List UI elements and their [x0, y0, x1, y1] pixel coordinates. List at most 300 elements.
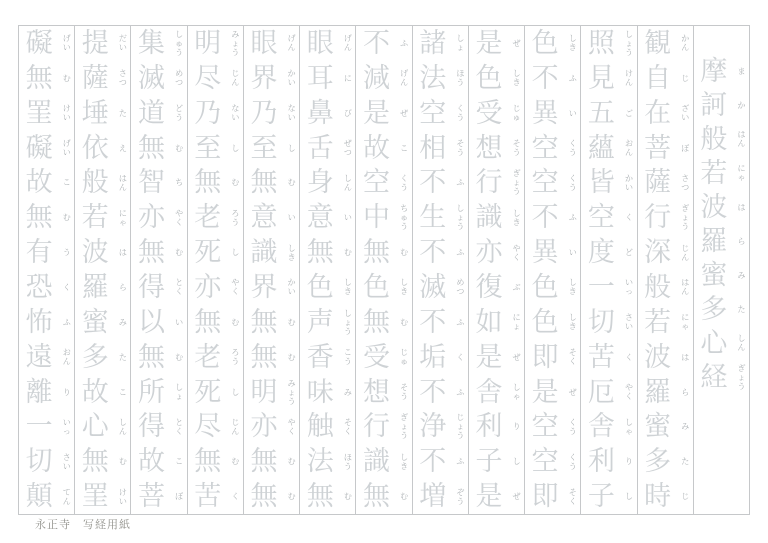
- furigana-reading: む: [287, 352, 296, 362]
- furigana-reading: しょう: [456, 204, 465, 232]
- furigana-reading: しょう: [625, 29, 634, 57]
- trace-kanji-cell: 老: [194, 202, 222, 233]
- furigana-cell: [397, 340, 412, 375]
- furigana-reading: けい: [118, 487, 127, 506]
- furigana-reading: く: [625, 213, 634, 223]
- furigana-cell: [509, 479, 524, 514]
- furigana-cell: [509, 96, 524, 131]
- furigana-cell: [734, 224, 749, 258]
- furigana-cell: [678, 409, 693, 444]
- sutra-column: [468, 26, 524, 514]
- furigana-cell: [397, 165, 412, 200]
- furigana-cell: [397, 270, 412, 305]
- furigana-cell: [734, 258, 749, 292]
- furigana-cell: [565, 409, 580, 444]
- furigana-reading: しき: [568, 34, 577, 53]
- furigana-cell: [172, 61, 187, 96]
- trace-kanji-cell: 無: [362, 237, 390, 268]
- furigana-reading: む: [400, 492, 409, 502]
- trace-kanji-cell: 行: [475, 167, 503, 198]
- furigana-reading: む: [287, 457, 296, 467]
- trace-kanji-cell: 蘊: [587, 132, 615, 163]
- furigana-cell: [172, 200, 187, 235]
- furigana-reading: げん: [343, 34, 352, 53]
- furigana-cell: [453, 96, 468, 131]
- trace-kanji-cell: 顛: [25, 481, 53, 512]
- furigana-cell: [622, 200, 637, 235]
- furigana-cell: [453, 444, 468, 479]
- furigana-cell: [115, 479, 130, 514]
- furigana-reading: い: [175, 317, 184, 327]
- trace-kanji-cell: 無: [362, 481, 390, 512]
- furigana-reading: だい: [118, 34, 127, 53]
- furigana-column-text: [678, 26, 693, 514]
- trace-kanji-cell: 無: [250, 481, 278, 512]
- furigana-reading: い: [287, 213, 296, 223]
- furigana-reading: ふ: [568, 213, 577, 223]
- furigana-reading: い: [568, 108, 577, 118]
- furigana-cell: [565, 235, 580, 270]
- furigana-reading: こ: [118, 387, 127, 397]
- furigana-reading: くう: [400, 173, 409, 192]
- trace-kanji-cell: 受: [475, 97, 503, 128]
- furigana-cell: [678, 96, 693, 131]
- furigana-cell: [228, 165, 243, 200]
- trace-kanji-cell: 無: [194, 167, 222, 198]
- furigana-cell: [453, 200, 468, 235]
- furigana-cell: [172, 340, 187, 375]
- trace-kanji-cell: 身: [306, 167, 334, 198]
- furigana-cell: [397, 61, 412, 96]
- furigana-reading: に: [343, 73, 352, 83]
- trace-kanji-cell: 不: [419, 167, 447, 198]
- furigana-cell: [678, 61, 693, 96]
- furigana-cell: [115, 409, 130, 444]
- furigana-cell: [734, 326, 749, 360]
- furigana-reading: み: [681, 422, 690, 432]
- trace-kanji-cell: 明: [250, 376, 278, 407]
- trace-kanji-cell: 亦: [475, 237, 503, 268]
- trace-kanji-cell: 香: [306, 341, 334, 372]
- furigana-cell: [284, 165, 299, 200]
- furigana-cell: [734, 54, 749, 88]
- furigana-reading: かん: [681, 34, 690, 53]
- furigana-reading: い: [343, 213, 352, 223]
- trace-kanji-cell: 尽: [194, 62, 222, 93]
- furigana-cell: [172, 235, 187, 270]
- trace-kanji-cell: 切: [25, 446, 53, 477]
- trace-kanji-cell: 界: [250, 62, 278, 93]
- trace-kanji-cell: 蜜: [81, 306, 109, 337]
- furigana-reading: む: [287, 317, 296, 327]
- furigana-reading: はん: [118, 173, 127, 192]
- kanji-column-text: [131, 26, 171, 514]
- furigana-cell: [678, 200, 693, 235]
- furigana-cell: [397, 409, 412, 444]
- trace-kanji-cell: 識: [250, 237, 278, 268]
- furigana-reading: ふ: [62, 317, 71, 327]
- furigana-reading: し: [231, 248, 240, 258]
- furigana-reading: さい: [625, 313, 634, 332]
- furigana-reading: ろう: [231, 348, 240, 367]
- furigana-reading: ない: [231, 104, 240, 123]
- furigana-cell: [622, 340, 637, 375]
- trace-kanji-cell: 舌: [306, 132, 334, 163]
- furigana-reading: ない: [287, 104, 296, 123]
- trace-kanji-cell: 行: [644, 202, 672, 233]
- furigana-cell: [172, 375, 187, 410]
- furigana-reading: じ: [681, 73, 690, 83]
- trace-kanji-cell: 以: [138, 306, 166, 337]
- furigana-reading: げい: [62, 139, 71, 157]
- sutra-column: [524, 26, 580, 514]
- furigana-cell: [565, 200, 580, 235]
- trace-kanji-cell: 中: [362, 202, 390, 233]
- trace-kanji-cell: 薩: [81, 62, 109, 93]
- sutra-column: [580, 26, 636, 514]
- trace-kanji-cell: 度: [587, 237, 615, 268]
- trace-kanji-cell: 摩: [700, 55, 728, 86]
- furigana-reading: り: [62, 387, 71, 397]
- furigana-reading: む: [175, 143, 184, 153]
- title-column: [693, 26, 749, 514]
- trace-kanji-cell: 空: [419, 97, 447, 128]
- sutra-column: [637, 26, 693, 514]
- trace-kanji-cell: 亦: [250, 411, 278, 442]
- furigana-cell: [115, 444, 130, 479]
- furigana-cell: [59, 305, 74, 340]
- furigana-cell: [397, 375, 412, 410]
- trace-kanji-cell: 意: [250, 202, 278, 233]
- furigana-reading: ふ: [456, 457, 465, 467]
- furigana-cell: [228, 96, 243, 131]
- trace-kanji-cell: 得: [138, 411, 166, 442]
- furigana-cell: [565, 479, 580, 514]
- furigana-reading: ぎょう: [681, 204, 690, 232]
- trace-kanji-cell: 故: [81, 376, 109, 407]
- furigana-reading: さい: [62, 452, 71, 471]
- furigana-reading: ぞう: [456, 487, 465, 506]
- trace-kanji-cell: 道: [138, 97, 166, 128]
- furigana-reading: ぶ: [512, 282, 521, 292]
- furigana-reading: む: [118, 457, 127, 467]
- furigana-cell: [453, 479, 468, 514]
- trace-kanji-cell: 是: [531, 376, 559, 407]
- furigana-reading: しん: [343, 173, 352, 192]
- furigana-reading: り: [625, 457, 634, 467]
- furigana-cell: [115, 61, 130, 96]
- furigana-cell: [115, 375, 130, 410]
- furigana-reading: しき: [287, 243, 296, 262]
- furigana-cell: [509, 61, 524, 96]
- furigana-reading: む: [175, 352, 184, 362]
- furigana-cell: [284, 235, 299, 270]
- furigana-cell: [284, 131, 299, 166]
- furigana-reading: む: [231, 178, 240, 188]
- trace-kanji-cell: 是: [475, 341, 503, 372]
- furigana-cell: [228, 26, 243, 61]
- trace-kanji-cell: 心: [81, 411, 109, 442]
- furigana-cell: [115, 131, 130, 166]
- furigana-cell: [59, 61, 74, 96]
- furigana-cell: [397, 305, 412, 340]
- furigana-cell: [734, 88, 749, 122]
- trace-kanji-cell: 眼: [306, 27, 334, 58]
- furigana-reading: みょう: [231, 29, 240, 57]
- trace-kanji-cell: 老: [194, 341, 222, 372]
- furigana-cell: [340, 270, 355, 305]
- furigana-reading: ふ: [568, 73, 577, 83]
- furigana-reading: そう: [512, 139, 521, 157]
- furigana-reading: ふ: [400, 38, 409, 48]
- trace-kanji-cell: 即: [531, 341, 559, 372]
- furigana-reading: た: [681, 457, 690, 467]
- furigana-cell: [228, 131, 243, 166]
- furigana-reading: しょ: [175, 383, 184, 402]
- trace-kanji-cell: 無: [25, 202, 53, 233]
- trace-kanji-cell: 空: [362, 167, 390, 198]
- furigana-cell: [172, 444, 187, 479]
- furigana-cell: [172, 270, 187, 305]
- furigana-reading: こ: [175, 457, 184, 467]
- furigana-cell: [228, 479, 243, 514]
- furigana-cell: [284, 479, 299, 514]
- furigana-cell: [678, 479, 693, 514]
- furigana-reading: ぼ: [175, 492, 184, 502]
- furigana-cell: [397, 200, 412, 235]
- trace-kanji-cell: 五: [587, 97, 615, 128]
- trace-kanji-cell: 滅: [138, 62, 166, 93]
- furigana-cell: [565, 26, 580, 61]
- furigana-cell: [59, 165, 74, 200]
- furigana-cell: [172, 479, 187, 514]
- trace-kanji-cell: 菩: [138, 481, 166, 512]
- furigana-cell: [509, 409, 524, 444]
- trace-kanji-cell: 経: [700, 361, 728, 392]
- furigana-reading: やく: [625, 383, 634, 402]
- furigana-reading: く: [231, 492, 240, 502]
- furigana-reading: けい: [62, 104, 71, 123]
- furigana-reading: は: [118, 248, 127, 258]
- trace-kanji-cell: 異: [531, 97, 559, 128]
- furigana-reading: む: [343, 248, 352, 258]
- furigana-reading: じん: [231, 417, 240, 436]
- trace-kanji-cell: 是: [475, 27, 503, 58]
- trace-kanji-cell: 罣: [81, 481, 109, 512]
- trace-kanji-cell: 色: [306, 271, 334, 302]
- trace-kanji-cell: 界: [250, 271, 278, 302]
- trace-kanji-cell: 無: [138, 341, 166, 372]
- furigana-reading: そう: [400, 383, 409, 402]
- furigana-reading: くう: [568, 452, 577, 471]
- trace-kanji-cell: 深: [644, 237, 672, 268]
- furigana-cell: [397, 131, 412, 166]
- trace-kanji-cell: 在: [644, 97, 672, 128]
- furigana-cell: [397, 235, 412, 270]
- trace-kanji-cell: 減: [362, 62, 390, 93]
- furigana-reading: はん: [737, 130, 746, 148]
- furigana-cell: [284, 375, 299, 410]
- furigana-reading: む: [175, 248, 184, 258]
- furigana-column-text: [565, 26, 580, 514]
- furigana-cell: [115, 305, 130, 340]
- furigana-reading: おん: [625, 139, 634, 157]
- trace-kanji-cell: 諸: [419, 27, 447, 58]
- trace-kanji-cell: 心: [700, 327, 728, 358]
- furigana-cell: [622, 305, 637, 340]
- trace-kanji-cell: 無: [138, 132, 166, 163]
- trace-kanji-cell: 波: [81, 237, 109, 268]
- furigana-reading: くう: [568, 417, 577, 436]
- furigana-reading: くう: [568, 139, 577, 157]
- furigana-cell: [509, 200, 524, 235]
- kanji-column-text: [188, 26, 228, 514]
- furigana-cell: [734, 190, 749, 224]
- furigana-reading: かい: [287, 278, 296, 297]
- furigana-cell: [565, 375, 580, 410]
- furigana-reading: み: [118, 317, 127, 327]
- furigana-cell: [228, 409, 243, 444]
- furigana-reading: しき: [400, 278, 409, 297]
- trace-kanji-cell: 受: [362, 341, 390, 372]
- sutra-column: [74, 26, 130, 514]
- furigana-cell: [678, 26, 693, 61]
- trace-kanji-cell: 多: [81, 341, 109, 372]
- trace-kanji-cell: 若: [700, 157, 728, 188]
- furigana-reading: ま: [737, 66, 746, 76]
- trace-kanji-cell: 子: [475, 446, 503, 477]
- trace-kanji-cell: 色: [531, 271, 559, 302]
- furigana-cell: [678, 305, 693, 340]
- furigana-reading: こ: [400, 143, 409, 153]
- trace-kanji-cell: 故: [362, 132, 390, 163]
- furigana-cell: [734, 122, 749, 156]
- furigana-cell: [340, 340, 355, 375]
- trace-kanji-cell: 味: [306, 376, 334, 407]
- furigana-reading: じ: [681, 492, 690, 502]
- furigana-reading: いっ: [625, 278, 634, 297]
- trace-kanji-cell: 無: [138, 237, 166, 268]
- trace-kanji-cell: 羅: [644, 376, 672, 407]
- trace-kanji-cell: 無: [250, 446, 278, 477]
- furigana-reading: し: [625, 492, 634, 502]
- trace-kanji-cell: 訶: [700, 89, 728, 120]
- trace-kanji-cell: 苦: [587, 341, 615, 372]
- trace-kanji-cell: 耳: [306, 62, 334, 93]
- furigana-cell: [284, 409, 299, 444]
- sutra-column: [243, 26, 299, 514]
- kanji-column-text: [356, 26, 396, 514]
- furigana-reading: ら: [737, 236, 746, 246]
- furigana-column-text: [734, 26, 749, 514]
- furigana-cell: [59, 270, 74, 305]
- trace-kanji-cell: 般: [700, 123, 728, 154]
- trace-kanji-cell: 般: [81, 167, 109, 198]
- trace-kanji-cell: 浄: [419, 411, 447, 442]
- furigana-cell: [397, 96, 412, 131]
- trace-kanji-cell: 一: [587, 271, 615, 302]
- furigana-cell: [340, 200, 355, 235]
- furigana-reading: しき: [568, 313, 577, 332]
- trace-kanji-cell: 苦: [194, 481, 222, 512]
- furigana-reading: く: [625, 352, 634, 362]
- furigana-reading: ど: [625, 248, 634, 258]
- furigana-cell: [228, 61, 243, 96]
- furigana-cell: [115, 200, 130, 235]
- furigana-reading: そう: [456, 139, 465, 157]
- furigana-cell: [397, 26, 412, 61]
- furigana-reading: ぎょう: [512, 169, 521, 197]
- furigana-reading: は: [737, 202, 746, 212]
- furigana-reading: え: [118, 143, 127, 153]
- furigana-reading: やく: [512, 243, 521, 262]
- furigana-column-text: [228, 26, 243, 514]
- furigana-reading: こ: [62, 178, 71, 188]
- furigana-cell: [622, 131, 637, 166]
- trace-kanji-cell: 是: [475, 481, 503, 512]
- trace-kanji-cell: 皆: [587, 167, 615, 198]
- furigana-reading: じん: [231, 69, 240, 88]
- sutra-grid: [18, 25, 750, 515]
- trace-kanji-cell: 至: [250, 132, 278, 163]
- trace-kanji-cell: 離: [25, 376, 53, 407]
- furigana-reading: い: [568, 248, 577, 258]
- furigana-cell: [284, 340, 299, 375]
- trace-kanji-cell: 照: [587, 27, 615, 58]
- furigana-reading: やく: [175, 208, 184, 227]
- trace-kanji-cell: 厄: [587, 376, 615, 407]
- furigana-reading: ぜつ: [343, 139, 352, 157]
- furigana-reading: しゅう: [175, 29, 184, 57]
- furigana-column-text: [284, 26, 299, 514]
- furigana-reading: む: [231, 317, 240, 327]
- furigana-reading: しゃ: [625, 417, 634, 436]
- trace-kanji-cell: 利: [475, 411, 503, 442]
- furigana-cell: [678, 444, 693, 479]
- trace-kanji-cell: 垢: [419, 341, 447, 372]
- furigana-reading: し: [231, 387, 240, 397]
- trace-kanji-cell: 提: [81, 27, 109, 58]
- furigana-reading: ほう: [343, 452, 352, 471]
- furigana-reading: た: [118, 108, 127, 118]
- sutra-column: [130, 26, 186, 514]
- furigana-cell: [340, 26, 355, 61]
- furigana-cell: [340, 61, 355, 96]
- furigana-reading: む: [62, 73, 71, 83]
- furigana-reading: しき: [343, 278, 352, 297]
- furigana-reading: じゅ: [512, 104, 521, 123]
- furigana-cell: [509, 165, 524, 200]
- furigana-cell: [622, 235, 637, 270]
- furigana-cell: [228, 235, 243, 270]
- trace-kanji-cell: 利: [587, 446, 615, 477]
- furigana-cell: [509, 444, 524, 479]
- furigana-cell: [622, 409, 637, 444]
- trace-kanji-cell: 恐: [25, 271, 53, 302]
- furigana-cell: [509, 305, 524, 340]
- trace-kanji-cell: 不: [419, 376, 447, 407]
- furigana-cell: [228, 375, 243, 410]
- trace-kanji-cell: 智: [138, 167, 166, 198]
- furigana-cell: [59, 235, 74, 270]
- footer-temple-name: 永正寺: [35, 519, 71, 531]
- furigana-cell: [284, 270, 299, 305]
- furigana-reading: ぜ: [400, 108, 409, 118]
- furigana-cell: [622, 479, 637, 514]
- furigana-cell: [59, 96, 74, 131]
- kanji-column-text: [469, 26, 509, 514]
- kanji-column-text: [694, 26, 734, 514]
